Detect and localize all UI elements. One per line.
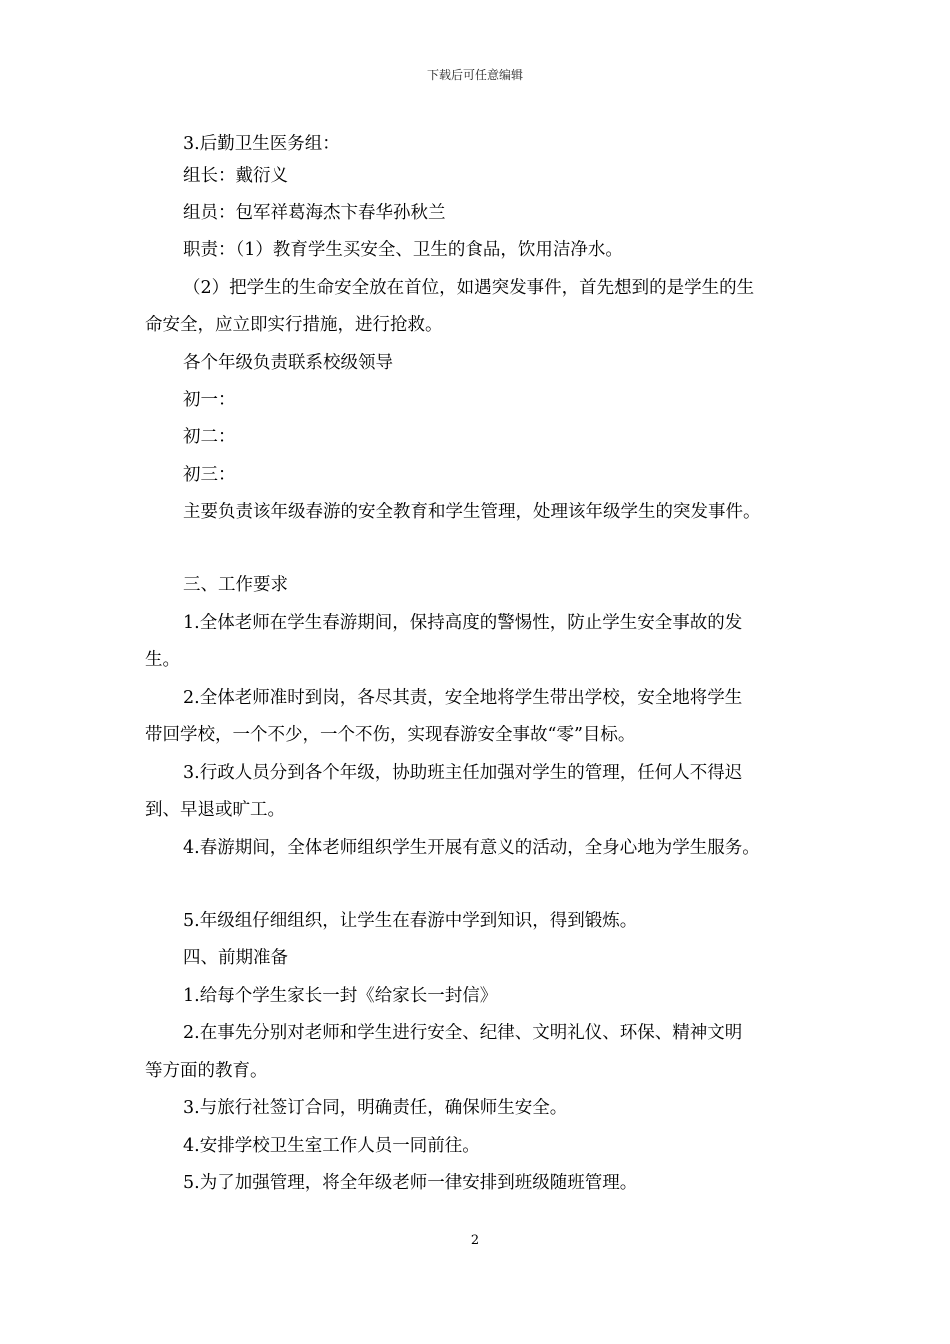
page-number: 2 xyxy=(470,1233,480,1248)
paragraph-line: 1.给每个学生家长一封《给家长一封信》 xyxy=(183,986,498,1006)
paragraph-line: 等方面的教育。 xyxy=(145,1061,268,1081)
paragraph-line: 4.安排学校卫生室工作人员一同前往。 xyxy=(183,1136,480,1156)
paragraph-line: 5.年级组仔细组织，让学生在春游中学到知识，得到锻炼。 xyxy=(183,911,638,931)
paragraph-line: 3.后勤卫生医务组： xyxy=(183,134,340,154)
paragraph-line: 到、早退或旷工。 xyxy=(145,800,285,820)
paragraph-line: 4.春游期间，全体老师组织学生开展有意义的活动，全身心地为学生服务。 xyxy=(183,838,760,858)
paragraph-line: 初三： xyxy=(183,465,236,485)
paragraph-line: 初二： xyxy=(183,427,236,447)
paragraph-line: 2.在事先分别对老师和学生进行安全、纪律、文明礼仪、环保、精神文明 xyxy=(183,1023,743,1043)
page-header: 下载后可任意编辑 xyxy=(426,68,523,82)
paragraph-line: 组长：戴衍义 xyxy=(183,166,288,186)
section-heading: 四、前期准备 xyxy=(183,948,288,968)
section-heading: 三、工作要求 xyxy=(183,575,288,595)
paragraph-line: 主要负责该年级春游的安全教育和学生管理，处理该年级学生的突发事件。 xyxy=(183,502,761,522)
paragraph-line: 职责：（1）教育学生买安全、卫生的食品，饮用洁净水。 xyxy=(183,240,623,260)
paragraph-line: 初一： xyxy=(183,390,236,410)
paragraph-line: 生。 xyxy=(145,650,180,670)
paragraph-line: 各个年级负责联系校级领导 xyxy=(183,353,393,373)
paragraph-line: 组员：包军祥葛海杰卞春华孙秋兰 xyxy=(183,203,446,223)
paragraph-line: 5.为了加强管理，将全年级老师一律安排到班级随班管理。 xyxy=(183,1173,638,1193)
paragraph-line: 1.全体老师在学生春游期间，保持高度的警惕性，防止学生安全事故的发 xyxy=(183,613,743,633)
paragraph-line: 命安全，应立即实行措施，进行抢救。 xyxy=(145,315,443,335)
paragraph-line: 带回学校，一个不少，一个不伤，实现春游安全事故“零”目标。 xyxy=(145,725,636,745)
paragraph-line: 2.全体老师准时到岗，各尽其责，安全地将学生带出学校，安全地将学生 xyxy=(183,688,743,708)
paragraph-line: （2）把学生的生命安全放在首位，如遇突发事件，首先想到的是学生的生 xyxy=(183,278,755,298)
paragraph-line: 3.行政人员分到各个年级，协助班主任加强对学生的管理，任何人不得迟 xyxy=(183,763,743,783)
paragraph-line: 3.与旅行社签订合同，明确责任，确保师生安全。 xyxy=(183,1098,568,1118)
